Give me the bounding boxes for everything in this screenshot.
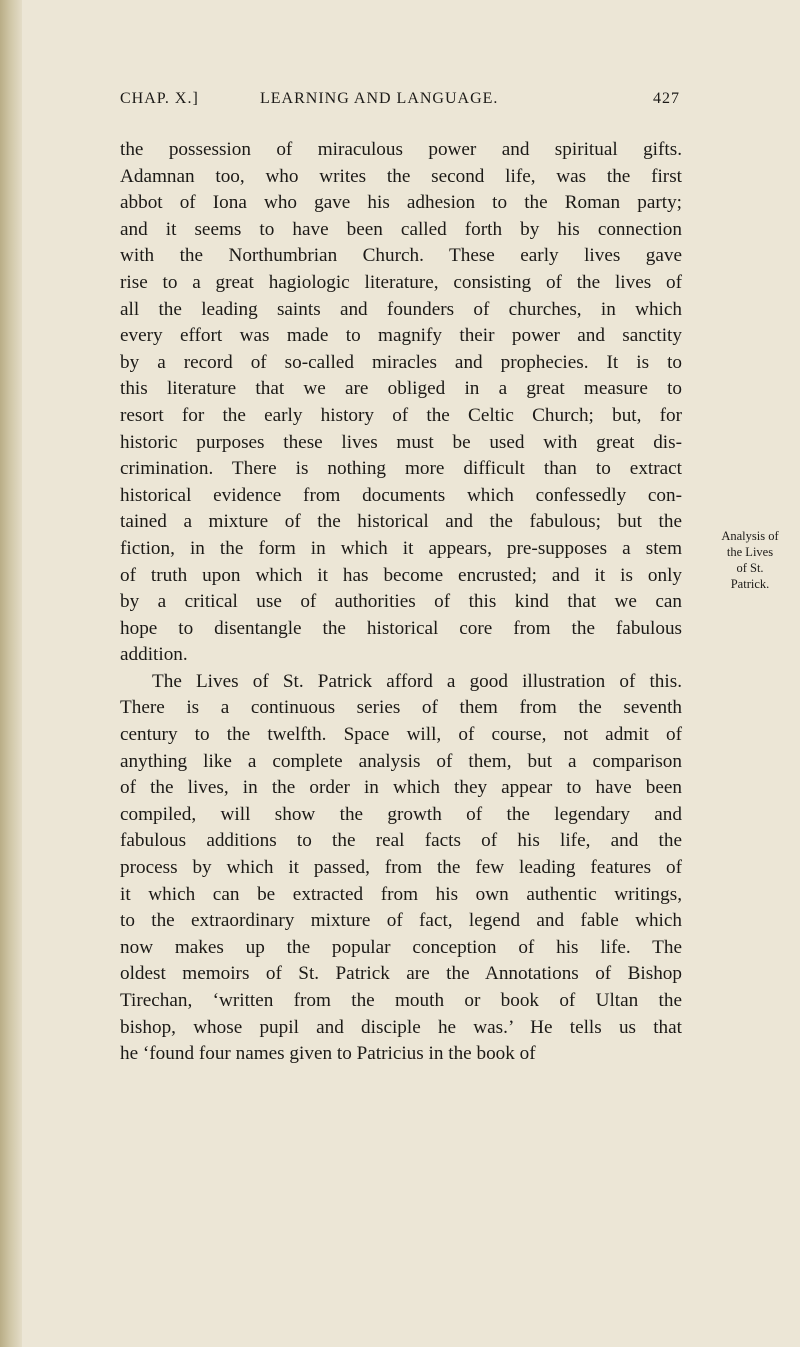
text-line: The Lives of St. Patrick afford a good illustration of this. [152,670,682,692]
chapter-label: CHAP. X.] [120,90,199,107]
text-line: abbot of Iona who gave his adhesion to the Roman party; [120,192,682,214]
marginal-note-line: Patrick. [730,577,770,591]
running-title: LEARNING AND LANGUAGE. [260,90,499,107]
text-line: historic purposes these lives must be used with great dis- [120,431,682,453]
text-line: resort for the early history of the Celtic Church; but, for [120,404,682,426]
text-line: every effort was made to magnify their power and sanctity [120,325,682,347]
text-line: the possession of miraculous power and spiritual gifts. [120,139,682,160]
text-line: by a critical use of authorities of this kind that we can [120,591,682,613]
text-line: Tirechan, ‘written from the mouth or book of Ultan the [120,990,682,1011]
text-line: century to the twelfth. Space will, of course, not admit of [120,724,682,746]
marginal-note [702,528,798,592]
text-line: now makes up the popular conception of his life. The [120,936,682,958]
text-line: Adamnan too, who writes the second life, was the first [120,165,682,187]
text-line: crimination. There is nothing more difficult than to extract [120,458,682,480]
text-line: with the Northumbrian Church. These early lives gave [120,245,682,267]
text-line: by a record of so-called miracles and prophecies. It is to [120,351,682,373]
text-line: tained a mixture of the historical and the fabulous; but the [120,511,682,533]
text-line: anything like a complete analysis of them, but a comparison [120,750,682,772]
marginal-note-line: Analysis of [721,529,779,543]
text-line: all the leading saints and founders of churches, in which [120,298,682,320]
text-line: and it seems to have been called forth by his connection [120,218,682,240]
text-line: of the lives, in the order in which they appear to have been [120,777,682,799]
page-number: 427 [653,90,680,107]
text-line: There is a continuous series of them from the seventh [120,697,682,719]
text-line: bishop, whose pupil and disciple he was.’ He tells us that [120,1016,682,1038]
text-line: fiction, in the form in which it appears, pre-supposes a stem [120,537,682,559]
text-line: fabulous additions to the real facts of his life, and the [120,830,682,852]
text-line: of truth upon which it has become encrusted; and it is only [120,564,682,586]
text-line: compiled, will show the growth of the legendary and [120,803,682,825]
text-line: addition. [120,644,188,666]
text-line: this literature that we are obliged in a great measure to [120,378,682,400]
marginal-note-line: the Lives [726,545,774,559]
page-gutter-shadow [0,0,22,1347]
text-line: process by which it passed, from the few leading features of [120,857,682,879]
body-text [120,137,682,1068]
marginal-note-line: of St. [736,561,764,575]
running-head [120,90,680,116]
text-line: he ‘found four names given to Patricius in the book of [120,1043,536,1065]
text-line: historical evidence from documents which confessedly con- [120,484,682,506]
text-line: it which can be extracted from his own authentic writings, [120,883,682,905]
text-line: to the extraordinary mixture of fact, legend and fable which [120,910,682,932]
text-line: hope to disentangle the historical core from the fabulous [120,617,682,639]
text-line: rise to a great hagiologic literature, consisting of the lives of [120,271,682,293]
text-line: oldest memoirs of St. Patrick are the Annotations of Bishop [120,963,682,985]
